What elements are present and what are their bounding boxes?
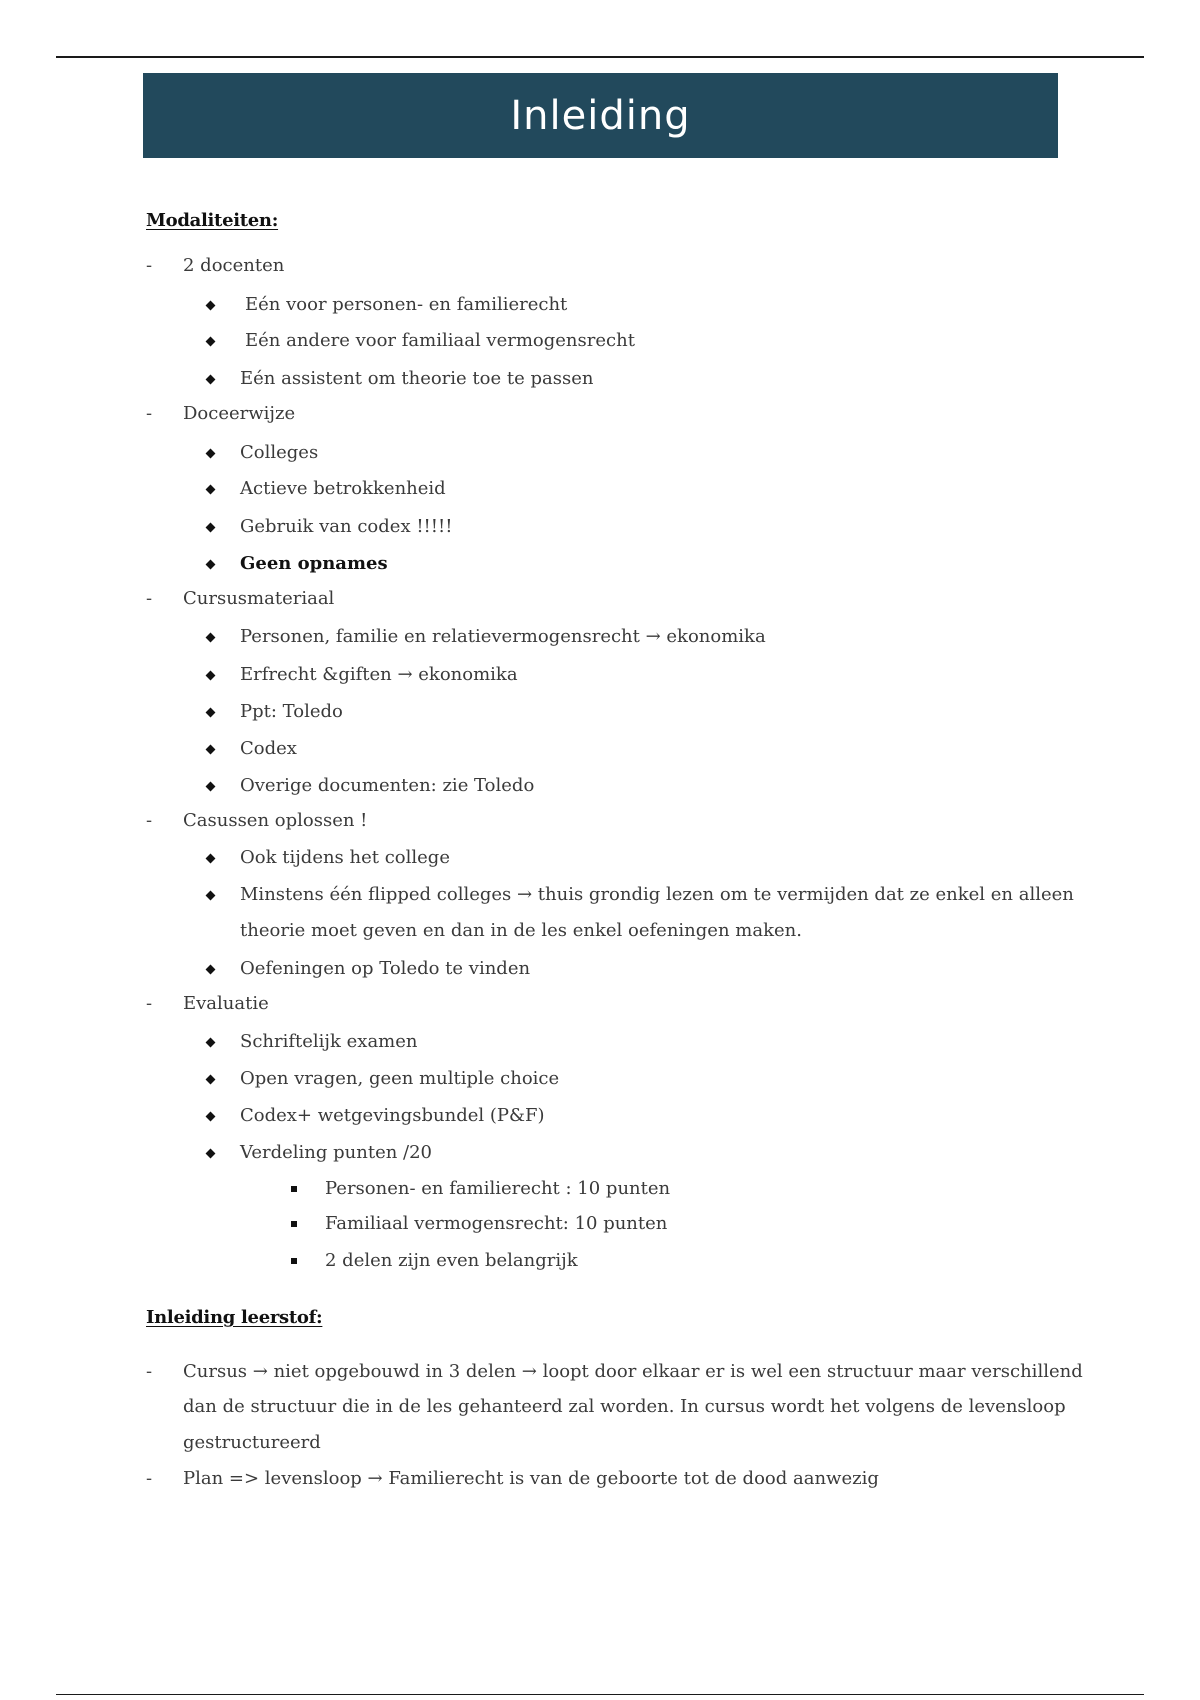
diamond-bullet-icon [206, 1075, 216, 1085]
square-bullet-icon [291, 1258, 297, 1264]
diamond-bullet-icon [206, 1149, 216, 1159]
paragraph-line: gestructureerd [183, 1432, 321, 1453]
paragraph-line: dan de structuur die in de les gehanteerd zal worden. In cursus wordt het volgens de levensloop [183, 1396, 1066, 1417]
diamond-bullet-icon [206, 375, 216, 385]
list-item: Gebruik van codex !!!!! [240, 516, 453, 537]
list-item: Verdeling punten /20 [240, 1142, 433, 1163]
list-item: Eén andere voor familiaal vermogensrecht [245, 330, 635, 351]
list-item: Eén assistent om theorie toe te passen [240, 368, 594, 389]
list-item: Erfrecht &giften → ekonomika [240, 664, 518, 685]
list-item: Actieve betrokkenheid [240, 478, 446, 499]
list-item-continuation: theorie moet geven en dan in de les enkel oefeningen maken. [240, 920, 802, 941]
diamond-bullet-icon [206, 745, 216, 755]
list-item: Codex+ wetgevingsbundel (P&F) [240, 1105, 545, 1126]
list-item: Ook tijdens het college [240, 847, 450, 868]
diamond-bullet-icon [206, 633, 216, 643]
list-item: Codex [240, 738, 297, 759]
list-item: Colleges [240, 442, 319, 463]
diamond-bullet-icon [206, 854, 216, 864]
diamond-bullet-icon [206, 891, 216, 901]
diamond-bullet-icon [206, 449, 216, 459]
list-item: Doceerwijze [183, 403, 296, 424]
diamond-bullet-icon [206, 708, 216, 718]
diamond-bullet-icon [206, 523, 216, 533]
list-item: Casussen oplossen ! [183, 810, 368, 831]
diamond-bullet-icon [206, 560, 216, 570]
list-item: Evaluatie [183, 993, 269, 1014]
dash-bullet: - [146, 993, 153, 1014]
list-item: Ppt: Toledo [240, 701, 343, 722]
list-item: Overige documenten: zie Toledo [240, 775, 535, 796]
dash-bullet: - [146, 810, 153, 831]
dash-bullet: - [146, 1468, 153, 1489]
list-item: 2 docenten [183, 255, 285, 276]
bottom-rule [56, 1694, 1144, 1695]
dash-bullet: - [146, 1361, 153, 1382]
list-item: Personen, familie en relatievermogensrecht → ekonomika [240, 626, 766, 647]
list-item: Geen opnames [240, 553, 388, 574]
diamond-bullet-icon [206, 1038, 216, 1048]
diamond-bullet-icon [206, 782, 216, 792]
sub-list-item: Personen- en familierecht : 10 punten [325, 1178, 671, 1199]
list-item: Eén voor personen- en familierecht [245, 294, 568, 315]
diamond-bullet-icon [206, 301, 216, 311]
list-item: Open vragen, geen multiple choice [240, 1068, 560, 1089]
list-item: Cursusmateriaal [183, 588, 335, 609]
diamond-bullet-icon [206, 485, 216, 495]
list-item: Schriftelijk examen [240, 1031, 418, 1052]
square-bullet-icon [291, 1221, 297, 1227]
dash-bullet: - [146, 403, 153, 424]
sub-list-item: 2 delen zijn even belangrijk [325, 1250, 578, 1271]
diamond-bullet-icon [206, 965, 216, 975]
diamond-bullet-icon [206, 337, 216, 347]
dash-bullet: - [146, 255, 153, 276]
diamond-bullet-icon [206, 671, 216, 681]
paragraph-line: Cursus → niet opgebouwd in 3 delen → loopt door elkaar er is wel een structuur maar verschillend [183, 1361, 1083, 1382]
diamond-bullet-icon [206, 1112, 216, 1122]
paragraph-line: Plan => levensloop → Familierecht is van de geboorte tot de dood aanwezig [183, 1468, 879, 1489]
section-heading-inleiding-leerstof: Inleiding leerstof: [146, 1307, 323, 1328]
list-item: Minstens één flipped colleges → thuis grondig lezen om te vermijden dat ze enkel en alleen [240, 884, 1074, 905]
square-bullet-icon [291, 1186, 297, 1192]
dash-bullet: - [146, 588, 153, 609]
page-title: Inleiding [510, 92, 691, 139]
list-item: Oefeningen op Toledo te vinden [240, 958, 531, 979]
section-heading-modaliteiten: Modaliteiten: [146, 210, 279, 231]
sub-list-item: Familiaal vermogensrecht: 10 punten [325, 1213, 668, 1234]
